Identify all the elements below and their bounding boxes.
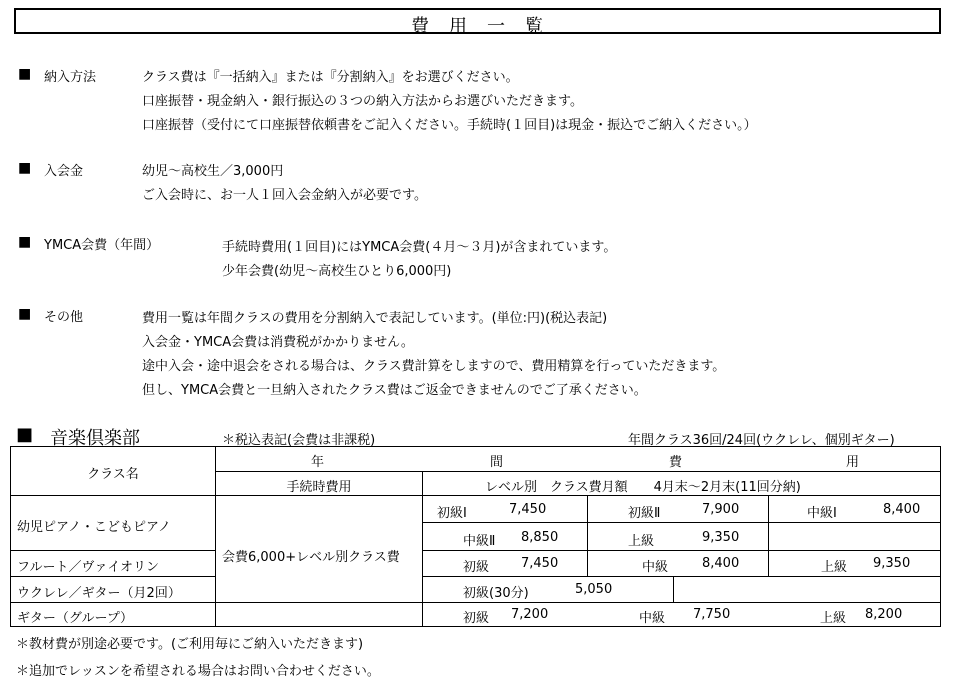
tax-note: ＊税込表記(会費は非課税) (222, 433, 376, 448)
admission-label: 入会金 (44, 164, 84, 179)
fee-price: 8,850 (521, 530, 559, 545)
class-name-cell (10, 602, 216, 627)
bullet-icon: ■ (16, 424, 34, 445)
class-name: ギター（グループ） (17, 611, 133, 626)
title-box (14, 8, 941, 37)
other-line-1: 費用一覧は年間クラスの費用を分割納入で表記しています。(単位:円)(税込表記) (142, 311, 608, 326)
music-heading: 音楽倶楽部 (50, 428, 140, 449)
fee-price: 8,400 (883, 502, 921, 517)
ymca-line-1: 手続時費用(１回目)にはYMCA会費(４月～３月)が含まれています。 (222, 240, 617, 255)
header-class-cell (10, 446, 216, 496)
header-monthly: レベル別 クラス費月額 4月末～2月末(11回分納) (485, 480, 801, 495)
class-name: 幼児ピアノ・こどもピアノ (17, 520, 171, 535)
fee-price: 7,200 (511, 607, 549, 622)
fee-cell (422, 522, 588, 551)
fee-price: 8,200 (865, 607, 903, 622)
class-name: フルート／ヴァイオリン (17, 560, 159, 575)
fee-price: 7,750 (693, 607, 731, 622)
fee-cell (587, 495, 769, 523)
fee-level: 中級 (639, 611, 666, 626)
empty-cell (673, 576, 941, 603)
header-monthly-cell (422, 471, 941, 496)
payment-line-2: 口座振替・現金納入・銀行振込の３つの納入方法からお選びいただきます。 (142, 94, 583, 109)
header-proc: 手続時費用 (286, 480, 352, 495)
admission-line-2: ご入会時に、お一人１回入会金納入が必要です。 (142, 188, 427, 203)
page-title: 費 用 一 覧 (411, 16, 544, 37)
fee-level: 初級 (463, 611, 490, 626)
fee-price: 8,400 (702, 556, 740, 571)
proc-fee: 会費6,000+レベル別クラス費 (222, 550, 400, 565)
fee-cell (587, 522, 769, 551)
payment-label: 納入方法 (44, 70, 97, 85)
fee-cell (422, 550, 588, 577)
fee-level: 中級Ⅱ (463, 534, 496, 549)
fee-cell (768, 495, 941, 523)
fee-level: 初級 (463, 560, 490, 575)
fee-cell (422, 495, 588, 523)
bullet-icon: ■ (18, 160, 32, 176)
fee-level: 初級(30分) (463, 586, 529, 601)
header-annual-1: 年 (311, 455, 325, 470)
fee-level: 上級 (628, 534, 655, 549)
class-name: ウクレレ／ギター（月2回） (17, 586, 181, 601)
footnote: ＊教材費が別途必要です。(ご利用毎にご納入いただきます) (16, 637, 364, 652)
header-annual-2: 間 (490, 455, 504, 470)
empty-cell (768, 522, 941, 551)
other-line-3: 途中入会・途中退会をされる場合は、クラス費計算をしますので、費用精算を行っていただきます。 (142, 359, 726, 374)
ymca-line-2: 少年会費(幼児～高校生ひとり6,000円) (222, 264, 452, 279)
guitar-fee-row (215, 602, 941, 627)
bullet-icon: ■ (18, 306, 32, 322)
header-annual-4: 用 (846, 455, 860, 470)
fee-level: 上級 (821, 560, 848, 575)
fee-level: 初級Ⅱ (628, 506, 661, 521)
fee-cell (768, 550, 941, 577)
other-line-4: 但し、YMCA会費と一旦納入されたクラス費はご返金できませんのでご了承ください。 (142, 383, 647, 398)
fee-cell (422, 576, 674, 603)
footnote: ＊追加でレッスンを希望される場合はお問い合わせください。 (16, 664, 380, 679)
fee-table (10, 446, 941, 627)
admission-line-1: 幼児～高校生／3,000円 (142, 164, 284, 179)
bullet-icon: ■ (18, 234, 32, 250)
fee-price: 9,350 (702, 530, 740, 545)
ymca-label: YMCA会費（年間） (44, 238, 160, 253)
bullet-icon: ■ (18, 66, 32, 82)
fee-level: 初級Ⅰ (437, 506, 467, 521)
header-proc-cell (215, 471, 423, 496)
class-name-cell (10, 576, 216, 603)
payment-line-3: 口座振替（受付にて口座振替依頼書をご記入ください。手続時(１回目)は現金・振込でご納入ください。） (142, 118, 757, 133)
other-label: その他 (44, 310, 84, 325)
fee-level: 中級 (642, 560, 669, 575)
fee-level: 中級Ⅰ (807, 506, 837, 521)
class-name-cell (10, 550, 216, 577)
payment-line-1: クラス費は『一括納入』または『分割納入』をお選びください。 (142, 70, 519, 85)
fee-price: 9,350 (873, 556, 911, 571)
fee-cell (587, 550, 769, 577)
other-line-2: 入会金・YMCA会費は消費税がかかりません。 (142, 335, 414, 350)
header-annual-cell (215, 446, 941, 472)
class-name-cell (10, 495, 216, 551)
fee-price: 7,450 (509, 502, 547, 517)
fee-price: 7,450 (521, 556, 559, 571)
header-annual-3: 費 (669, 455, 683, 470)
fee-price: 5,050 (575, 582, 613, 597)
fee-level: 上級 (820, 611, 847, 626)
fee-price: 7,900 (702, 502, 740, 517)
header-class: クラス名 (87, 467, 139, 482)
class-note: 年間クラス36回/24回(ウクレレ、個別ギター) (628, 433, 895, 448)
